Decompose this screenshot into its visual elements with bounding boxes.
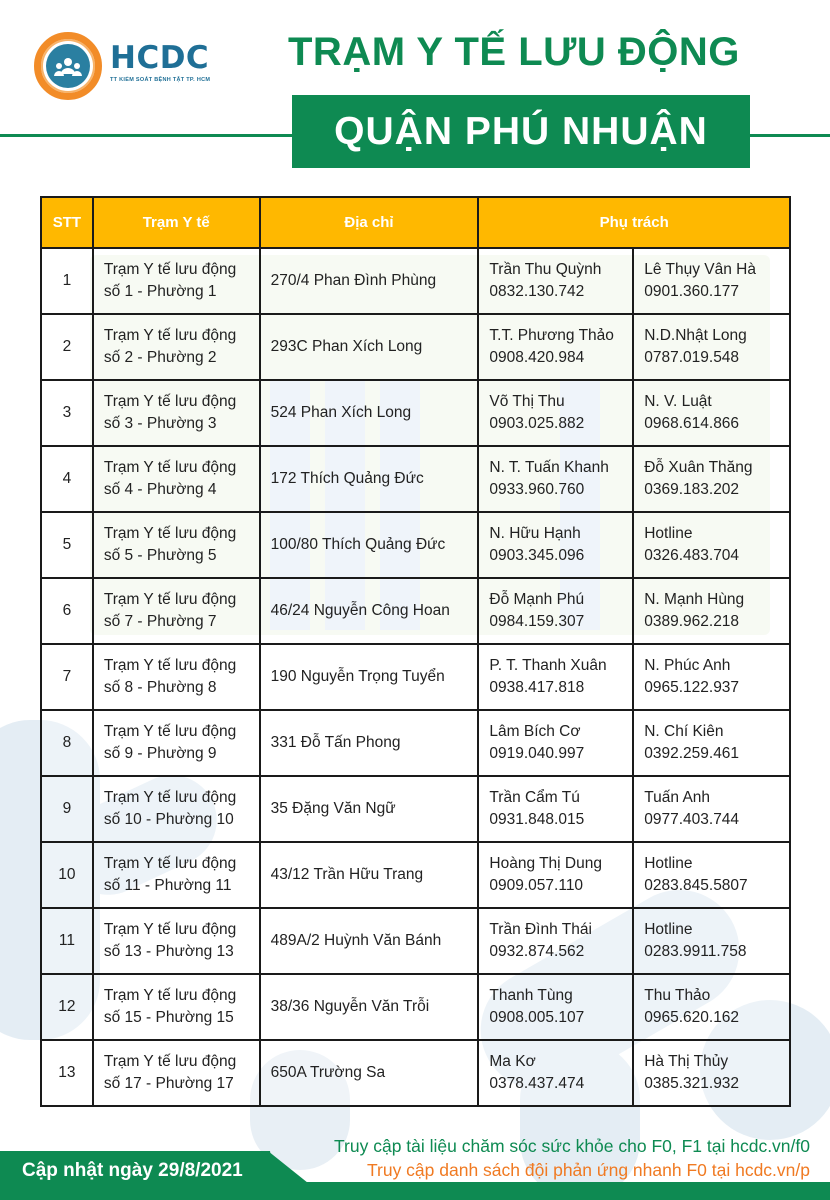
contact-phone: 0903.345.096 bbox=[489, 547, 585, 564]
cell-stt: 2 bbox=[41, 314, 93, 380]
contact-name: Trần Đình Thái bbox=[489, 921, 592, 938]
contact-phone: 0369.183.202 bbox=[644, 481, 740, 498]
contact-name: Hà Thị Thủy bbox=[644, 1053, 729, 1070]
district-title: QUẬN PHÚ NHUẬN bbox=[334, 109, 708, 153]
contact-phone: 0283.9911.758 bbox=[644, 943, 747, 960]
contact-name: P. T. Thanh Xuân bbox=[489, 657, 607, 674]
cell-contact-2 bbox=[633, 248, 790, 314]
contact-phone: 0787.019.548 bbox=[644, 349, 740, 366]
contact-name: N. T. Tuấn Khanh bbox=[489, 459, 609, 476]
contact-name: Lâm Bích Cơ bbox=[489, 723, 581, 740]
cell-stt: 7 bbox=[41, 644, 93, 710]
table-row bbox=[41, 446, 790, 512]
station-line2: số 10 - Phường 10 bbox=[103, 811, 234, 828]
cell-station bbox=[93, 776, 260, 842]
cell-stt: 4 bbox=[41, 446, 93, 512]
station-line1: Trạm Y tế lưu động bbox=[103, 327, 237, 344]
contact-name: N. Phúc Anh bbox=[644, 657, 731, 674]
station-line2: số 15 - Phường 15 bbox=[103, 1009, 234, 1026]
contact-phone: 0977.403.744 bbox=[644, 811, 740, 828]
cell-address: 172 Thích Quảng Đức bbox=[260, 446, 479, 512]
table-row bbox=[41, 842, 790, 908]
cell-contact-1 bbox=[478, 842, 633, 908]
station-line2: số 2 - Phường 2 bbox=[103, 349, 217, 366]
header-address: Địa chỉ bbox=[260, 197, 479, 248]
cell-contact-1 bbox=[478, 776, 633, 842]
cell-station bbox=[93, 248, 260, 314]
table-header-row bbox=[41, 197, 790, 248]
contact-name: Thu Thảo bbox=[644, 987, 711, 1004]
table-row bbox=[41, 776, 790, 842]
contact-name: Hoàng Thị Dung bbox=[489, 855, 602, 872]
brand-name: HCDC bbox=[110, 40, 210, 76]
contact-name: Hotline bbox=[644, 921, 693, 938]
station-line1: Trạm Y tế lưu động bbox=[103, 855, 237, 872]
cell-contact-2 bbox=[633, 710, 790, 776]
cell-stt: 6 bbox=[41, 578, 93, 644]
district-banner bbox=[292, 95, 750, 168]
contact-phone: 0919.040.997 bbox=[489, 745, 585, 762]
contact-phone: 0326.483.704 bbox=[644, 547, 740, 564]
page-title: TRẠM Y TẾ LƯU ĐỘNG bbox=[288, 30, 740, 74]
cell-stt: 12 bbox=[41, 974, 93, 1040]
table-row bbox=[41, 314, 790, 380]
station-line1: Trạm Y tế lưu động bbox=[103, 261, 237, 278]
contact-name: N. V. Luật bbox=[644, 393, 712, 410]
cell-contact-1 bbox=[478, 578, 633, 644]
logo-people-icon bbox=[46, 44, 90, 88]
contact-name: Võ Thị Thu bbox=[489, 393, 565, 410]
cell-stt: 3 bbox=[41, 380, 93, 446]
contact-phone: 0901.360.177 bbox=[644, 283, 740, 300]
contact-name: T.T. Phương Thảo bbox=[489, 327, 614, 344]
contact-phone: 0389.962.218 bbox=[644, 613, 740, 630]
cell-station bbox=[93, 710, 260, 776]
cell-address: 524 Phan Xích Long bbox=[260, 380, 479, 446]
station-line2: số 17 - Phường 17 bbox=[103, 1075, 234, 1092]
table-row bbox=[41, 908, 790, 974]
header-stt: STT bbox=[41, 197, 93, 248]
table-row bbox=[41, 1040, 790, 1106]
table-row bbox=[41, 578, 790, 644]
station-line1: Trạm Y tế lưu động bbox=[103, 525, 237, 542]
contact-phone: 0908.005.107 bbox=[489, 1009, 585, 1026]
cell-contact-1 bbox=[478, 974, 633, 1040]
contact-phone: 0968.614.866 bbox=[644, 415, 740, 432]
contact-name: Đỗ Mạnh Phú bbox=[489, 591, 585, 608]
contact-phone: 0933.960.760 bbox=[489, 481, 585, 498]
cell-stt: 5 bbox=[41, 512, 93, 578]
cell-station bbox=[93, 380, 260, 446]
cell-address: 650A Trường Sa bbox=[260, 1040, 479, 1106]
cell-stt: 1 bbox=[41, 248, 93, 314]
cell-address: 43/12 Trần Hữu Trang bbox=[260, 842, 479, 908]
cell-address: 190 Nguyễn Trọng Tuyển bbox=[260, 644, 479, 710]
contact-name: Tuấn Anh bbox=[644, 789, 711, 806]
cell-stt: 9 bbox=[41, 776, 93, 842]
brand-subtitle: TT KIỂM SOÁT BỆNH TẬT TP. HCM bbox=[110, 77, 211, 83]
cell-contact-2 bbox=[633, 776, 790, 842]
contact-name: Hotline bbox=[644, 855, 693, 872]
table-row bbox=[41, 248, 790, 314]
table-row bbox=[41, 380, 790, 446]
cell-contact-1 bbox=[478, 314, 633, 380]
table-row bbox=[41, 974, 790, 1040]
contact-phone: 0392.259.461 bbox=[644, 745, 740, 762]
cell-contact-2 bbox=[633, 314, 790, 380]
contact-phone: 0283.845.5807 bbox=[644, 877, 748, 894]
cell-address: 35 Đặng Văn Ngữ bbox=[260, 776, 479, 842]
station-line1: Trạm Y tế lưu động bbox=[103, 723, 237, 740]
contact-phone: 0909.057.110 bbox=[489, 877, 584, 894]
station-line2: số 5 - Phường 5 bbox=[103, 547, 217, 564]
contact-phone: 0938.417.818 bbox=[489, 679, 585, 696]
cell-station bbox=[93, 1040, 260, 1106]
contact-phone: 0903.025.882 bbox=[489, 415, 585, 432]
cell-contact-2 bbox=[633, 1040, 790, 1106]
station-line1: Trạm Y tế lưu động bbox=[103, 789, 237, 806]
station-line2: số 7 - Phường 7 bbox=[103, 613, 217, 630]
cell-station bbox=[93, 644, 260, 710]
contact-phone: 0965.122.937 bbox=[644, 679, 740, 696]
cell-contact-2 bbox=[633, 446, 790, 512]
cell-contact-1 bbox=[478, 644, 633, 710]
cell-station bbox=[93, 446, 260, 512]
contact-name: Trần Thu Quỳnh bbox=[489, 261, 602, 278]
station-line1: Trạm Y tế lưu động bbox=[103, 921, 237, 938]
header-contact: Phụ trách bbox=[478, 197, 790, 248]
contact-name: N. Mạnh Hùng bbox=[644, 591, 745, 608]
cell-contact-1 bbox=[478, 1040, 633, 1106]
cell-address: 331 Đỗ Tấn Phong bbox=[260, 710, 479, 776]
cell-address: 100/80 Thích Quảng Đức bbox=[260, 512, 479, 578]
cell-address: 38/36 Nguyễn Văn Trỗi bbox=[260, 974, 479, 1040]
cell-station bbox=[93, 314, 260, 380]
cell-contact-1 bbox=[478, 710, 633, 776]
station-line1: Trạm Y tế lưu động bbox=[103, 987, 237, 1004]
station-line1: Trạm Y tế lưu động bbox=[103, 1053, 237, 1070]
cell-address: 489A/2 Huỳnh Văn Bánh bbox=[260, 908, 479, 974]
cell-address: 270/4 Phan Đình Phùng bbox=[260, 248, 479, 314]
cell-contact-2 bbox=[633, 380, 790, 446]
cell-address: 46/24 Nguyễn Công Hoan bbox=[260, 578, 479, 644]
station-line2: số 11 - Phường 11 bbox=[103, 877, 232, 894]
cell-contact-2 bbox=[633, 644, 790, 710]
contact-phone: 0908.420.984 bbox=[489, 349, 585, 366]
contact-phone: 0832.130.742 bbox=[489, 283, 585, 300]
cell-contact-1 bbox=[478, 908, 633, 974]
station-line1: Trạm Y tế lưu động bbox=[103, 393, 237, 410]
cell-station bbox=[93, 842, 260, 908]
station-line2: số 9 - Phường 9 bbox=[103, 745, 217, 762]
cell-station bbox=[93, 908, 260, 974]
contact-name: Thanh Tùng bbox=[489, 987, 573, 1004]
cell-station bbox=[93, 578, 260, 644]
link-rapid-response-team[interactable]: Truy cập danh sách đội phản ứng nhanh F0 tại hcdc.vn/p bbox=[366, 1160, 810, 1180]
contact-name: N. Hữu Hạnh bbox=[489, 525, 581, 542]
update-date: Cập nhật ngày 29/8/2021 bbox=[22, 1160, 243, 1181]
footer-bar bbox=[0, 1182, 830, 1200]
station-line2: số 1 - Phường 1 bbox=[103, 283, 217, 300]
brand bbox=[110, 40, 210, 83]
contact-phone: 0378.437.474 bbox=[489, 1075, 585, 1092]
station-line2: số 13 - Phường 13 bbox=[103, 943, 234, 960]
cell-stt: 10 bbox=[41, 842, 93, 908]
header-station: Trạm Y tế bbox=[93, 197, 260, 248]
contact-name: Trần Cẩm Tú bbox=[489, 789, 580, 806]
cell-contact-2 bbox=[633, 578, 790, 644]
cell-contact-2 bbox=[633, 974, 790, 1040]
stations-table bbox=[40, 196, 791, 1107]
cell-stt: 11 bbox=[41, 908, 93, 974]
contact-phone: 0932.874.562 bbox=[489, 943, 585, 960]
contact-name: Lê Thụy Vân Hà bbox=[644, 261, 756, 278]
cell-station bbox=[93, 974, 260, 1040]
station-line1: Trạm Y tế lưu động bbox=[103, 459, 237, 476]
station-line2: số 8 - Phường 8 bbox=[103, 679, 217, 696]
station-line1: Trạm Y tế lưu động bbox=[103, 591, 237, 608]
cell-contact-1 bbox=[478, 380, 633, 446]
contact-name: N.D.Nhật Long bbox=[644, 327, 747, 344]
contact-name: Đỗ Xuân Thăng bbox=[644, 459, 753, 476]
cell-contact-1 bbox=[478, 446, 633, 512]
station-line2: số 4 - Phường 4 bbox=[103, 481, 217, 498]
link-f0-f1-care[interactable]: Truy cập tài liệu chăm sóc sức khỏe cho F0, F1 tại hcdc.vn/f0 bbox=[334, 1136, 810, 1156]
contact-name: N. Chí Kiên bbox=[644, 723, 724, 740]
cell-contact-1 bbox=[478, 512, 633, 578]
contact-phone: 0931.848.015 bbox=[489, 811, 585, 828]
table-row bbox=[41, 710, 790, 776]
cell-stt: 13 bbox=[41, 1040, 93, 1106]
table-row bbox=[41, 644, 790, 710]
cell-contact-2 bbox=[633, 908, 790, 974]
contact-phone: 0385.321.932 bbox=[644, 1075, 740, 1092]
station-line2: số 3 - Phường 3 bbox=[103, 415, 217, 432]
contact-name: Hotline bbox=[644, 525, 693, 542]
contact-name: Ma Kơ bbox=[489, 1053, 536, 1070]
cell-contact-1 bbox=[478, 248, 633, 314]
contact-phone: 0965.620.162 bbox=[644, 1009, 740, 1026]
cell-station bbox=[93, 512, 260, 578]
hcdc-logo-icon bbox=[34, 32, 102, 100]
station-line1: Trạm Y tế lưu động bbox=[103, 657, 237, 674]
cell-address: 293C Phan Xích Long bbox=[260, 314, 479, 380]
contact-phone: 0984.159.307 bbox=[489, 613, 585, 630]
table-row bbox=[41, 512, 790, 578]
cell-contact-2 bbox=[633, 512, 790, 578]
cell-stt: 8 bbox=[41, 710, 93, 776]
cell-contact-2 bbox=[633, 842, 790, 908]
